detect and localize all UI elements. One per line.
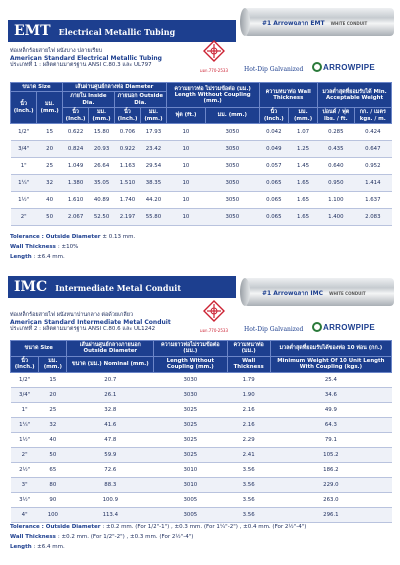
emt-th-in-mm: มม. (mm.)	[89, 108, 115, 124]
imc-table-cell: 40	[39, 432, 67, 447]
imc-table-row	[11, 417, 392, 432]
imc-brand: ARROWPIPE	[323, 322, 376, 332]
arrow-logo-icon	[312, 62, 322, 72]
emt-table-cell: 0.065	[259, 209, 289, 226]
arrow-logo-icon	[312, 322, 322, 332]
emt-table-cell: 1.400	[318, 209, 355, 226]
imc-galvanized: Hot-Dip Galvanized	[244, 326, 304, 333]
emt-table-cell: 29.54	[141, 158, 167, 175]
emt-table-row	[11, 209, 392, 226]
imc-pipe-print: #1 Arrowฉลาก IMC	[262, 290, 323, 297]
imc-table-cell: 34.6	[270, 387, 391, 402]
emt-table-cell: 20.93	[89, 141, 115, 158]
emt-th-out-mm: มม. (mm.)	[141, 108, 167, 124]
imc-table-cell: 3025	[154, 447, 227, 462]
imc-table-cell: 25	[39, 402, 67, 417]
emt-header-bar	[8, 20, 236, 42]
emt-table-cell: 15.80	[89, 124, 115, 141]
imc-table-cell: 1¼"	[11, 417, 39, 432]
emt-table-cell: 10	[166, 124, 205, 141]
emt-tol-value: ± 0.13 mm.	[102, 234, 136, 240]
emt-wall-value: : ±10%	[57, 244, 79, 250]
emt-table-cell: 10	[166, 141, 205, 158]
emt-th-ft: ฟุต (ft.)	[166, 108, 205, 124]
emt-th-in-inch: นิ้ว (Inch.)	[62, 108, 88, 124]
imc-table-row	[11, 402, 392, 417]
emt-table-cell: 2"	[11, 209, 37, 226]
emt-table-cell: 0.285	[318, 124, 355, 141]
imc-th-weight: มวลต่ำสุดที่ยอมรับได้ของท่อ 10 ท่อน (กก.)	[270, 341, 391, 357]
emt-table-cell: 32	[37, 175, 63, 192]
emt-th-lbft: ปอนด์ / ฟุต lbs. / ft.	[318, 108, 355, 124]
emt-th-wall-inch: นิ้ว (Inch.)	[259, 108, 289, 124]
emt-table-cell: 1.25	[289, 141, 318, 158]
imc-tis-text: มอก.770-2533	[200, 328, 228, 333]
imc-table-cell: 3.56	[227, 492, 270, 507]
imc-th-wall: ความหนาท่อ (มม.)	[227, 341, 270, 357]
imc-table-body	[11, 372, 392, 522]
emt-pipe-print-sub: WHITE CONDUIT	[330, 21, 368, 26]
imc-pipe-image	[244, 278, 394, 306]
emt-table-cell: 1.610	[62, 192, 88, 209]
emt-table-cell: 3050	[206, 209, 259, 226]
imc-spec-table	[10, 340, 392, 523]
imc-table-cell: 1/2"	[11, 372, 39, 387]
imc-table-cell: 3005	[154, 507, 227, 522]
emt-notes	[10, 232, 135, 262]
imc-th-wall-sub: Wall Thickness	[227, 356, 270, 372]
imc-table-cell: 88.3	[67, 477, 154, 492]
emt-th-inside: ภายใน Inside Dia.	[62, 92, 114, 108]
imc-desc-thai: ท่อเหล็กร้อยสายไฟ ผนังหนาปานกลาง ต่อด้วยเกลียว	[10, 312, 134, 318]
emt-table-cell: 1.049	[62, 158, 88, 175]
imc-th-inch: นิ้ว (Inch.)	[11, 356, 39, 372]
emt-table-cell: 1.740	[114, 192, 140, 209]
imc-notes	[10, 522, 306, 552]
imc-table-cell: 15	[39, 372, 67, 387]
imc-table-cell: 186.2	[270, 462, 391, 477]
imc-wall-value: : ±0.2 mm. (For 1/2"-2") , ±0.3 mm. (For 2½"-4")	[57, 534, 194, 540]
emt-table-cell: 1.45	[289, 158, 318, 175]
emt-table-cell: 1¼"	[11, 175, 37, 192]
emt-th-diameter: เส้นผ่านศูนย์กลางท่อ Diameter	[62, 83, 166, 92]
imc-table-cell: 3010	[154, 462, 227, 477]
emt-code: EMT	[14, 23, 51, 39]
imc-table-cell: 4"	[11, 507, 39, 522]
imc-table-row	[11, 372, 392, 387]
emt-table-cell: 0.065	[259, 175, 289, 192]
imc-table-cell: 3010	[154, 477, 227, 492]
emt-th-weight: มวลต่ำสุดที่ยอมรับได้ Min. Acceptable Weight	[318, 83, 392, 108]
imc-table-cell: 3.56	[227, 507, 270, 522]
emt-table-cell: 3050	[206, 175, 259, 192]
imc-table-row	[11, 507, 392, 522]
emt-table-cell: 3050	[206, 192, 259, 209]
imc-table-cell: 72.6	[67, 462, 154, 477]
emt-table-cell: 55.80	[141, 209, 167, 226]
emt-table-body	[11, 124, 392, 226]
emt-table-row	[11, 158, 392, 175]
imc-table-cell: 3.56	[227, 477, 270, 492]
emt-th-out-inch: นิ้ว (Inch.)	[114, 108, 140, 124]
emt-table-cell: 2.067	[62, 209, 88, 226]
imc-desc-standard: American Standard Intermediate Metal Conduit	[10, 319, 171, 326]
emt-table-row	[11, 175, 392, 192]
emt-table-cell: 0.706	[114, 124, 140, 141]
imc-table-cell: 3030	[154, 372, 227, 387]
emt-table-cell: 2.083	[354, 209, 391, 226]
imc-arrow-logo	[312, 322, 375, 332]
imc-name: Intermediate Metal Conduit	[55, 283, 182, 293]
emt-pipe-image	[244, 8, 394, 36]
imc-header-bar	[8, 276, 236, 298]
emt-table-cell: 3050	[206, 124, 259, 141]
emt-table-cell: 40	[37, 192, 63, 209]
emt-th-length: ความยาวท่อ ไม่รวมข้อต่อ (มม.) Length Without Coupling (mm.)	[166, 83, 259, 108]
imc-tis-mark	[195, 300, 233, 334]
imc-table-cell: 1½"	[11, 432, 39, 447]
emt-th-mm: มม. (mm.)	[37, 92, 63, 124]
imc-table-cell: 100.9	[67, 492, 154, 507]
emt-arrow-logo	[312, 62, 375, 72]
emt-table-cell: 10	[166, 192, 205, 209]
emt-table-cell: 1½"	[11, 192, 37, 209]
imc-table-cell: 79.1	[270, 432, 391, 447]
imc-table-cell: 47.8	[67, 432, 154, 447]
emt-desc-standard: American Standard Electrical Metallic Tubing	[10, 55, 162, 62]
imc-table-cell: 20	[39, 387, 67, 402]
emt-table-row	[11, 192, 392, 209]
emt-table-cell: 35.05	[89, 175, 115, 192]
emt-table-cell: 17.93	[141, 124, 167, 141]
imc-th-weight-sub: Minimum Weight Of 10 Unit Length With Coupling (kgs.)	[270, 356, 391, 372]
emt-table-cell: 1.65	[289, 209, 318, 226]
imc-table-cell: 113.4	[67, 507, 154, 522]
emt-description	[10, 48, 162, 69]
imc-table-cell: 2"	[11, 447, 39, 462]
imc-th-outside: เส้นผ่านศูนย์กลางภายนอก Outside Diameter	[67, 341, 154, 357]
imc-table-cell: 59.9	[67, 447, 154, 462]
emt-table-cell: 1.163	[114, 158, 140, 175]
imc-table-cell: 3025	[154, 417, 227, 432]
imc-table-cell: 41.6	[67, 417, 154, 432]
imc-table-row	[11, 447, 392, 462]
imc-table-cell: 50	[39, 447, 67, 462]
emt-table-cell: 1.510	[114, 175, 140, 192]
imc-th-length-sub: Length Without Coupling (mm.)	[154, 356, 227, 372]
imc-table-cell: 90	[39, 492, 67, 507]
emt-table-cell: 0.640	[318, 158, 355, 175]
imc-tol-value: : ±0.2 mm. (For 1/2"-1") , ±0.3 mm. (For 1¼"-2") , ±0.4 mm. (For 2½"-4")	[102, 524, 307, 530]
imc-table-cell: 3½"	[11, 492, 39, 507]
emt-th-len-mm: มม. (mm.)	[206, 108, 259, 124]
emt-table-cell: 1.65	[289, 192, 318, 209]
emt-table-cell: 0.950	[318, 175, 355, 192]
imc-table-cell: 20.7	[67, 372, 154, 387]
imc-table-cell: 2.16	[227, 402, 270, 417]
emt-th-inch: นิ้ว (Inch.)	[11, 92, 37, 124]
emt-len-value: : ±6.4 mm.	[33, 254, 65, 260]
imc-table-cell: 3025	[154, 402, 227, 417]
emt-table-cell: 1/2"	[11, 124, 37, 141]
emt-table-cell: 1"	[11, 158, 37, 175]
imc-table-cell: 263.0	[270, 492, 391, 507]
imc-table-cell: 100	[39, 507, 67, 522]
emt-th-size: ขนาด Size	[11, 83, 63, 92]
tis-logo-icon	[203, 40, 225, 62]
emt-th-wall-mm: มม. (mm.)	[289, 108, 318, 124]
imc-table-row	[11, 492, 392, 507]
emt-tis-mark	[195, 40, 233, 74]
imc-table-cell: 229.0	[270, 477, 391, 492]
imc-table-row	[11, 432, 392, 447]
emt-table-cell: 2.197	[114, 209, 140, 226]
emt-table-cell: 0.622	[62, 124, 88, 141]
emt-table-cell: 52.50	[89, 209, 115, 226]
imc-description	[10, 312, 171, 333]
emt-table-cell: 3/4"	[11, 141, 37, 158]
emt-table-cell: 0.922	[114, 141, 140, 158]
emt-table-cell: 0.049	[259, 141, 289, 158]
emt-th-wall: ความหนาท่อ Wall Thickness	[259, 83, 318, 108]
emt-table-cell: 10	[166, 158, 205, 175]
emt-table-cell: 0.057	[259, 158, 289, 175]
emt-table-cell: 10	[166, 209, 205, 226]
emt-spec-table	[10, 82, 392, 226]
emt-brand: ARROWPIPE	[323, 62, 376, 72]
emt-pipe-print: #1 Arrowฉลาก EMT	[262, 20, 325, 27]
emt-name: Electrical Metallic Tubing	[58, 27, 176, 37]
emt-table-cell: 0.065	[259, 192, 289, 209]
emt-table-cell: 3050	[206, 158, 259, 175]
imc-code: IMC	[14, 279, 48, 295]
emt-table-cell: 1.100	[318, 192, 355, 209]
emt-table-cell: 0.952	[354, 158, 391, 175]
imc-table-cell: 2.29	[227, 432, 270, 447]
imc-table-cell: 25.4	[270, 372, 391, 387]
imc-table-cell: 65	[39, 462, 67, 477]
imc-th-size: ขนาด Size	[11, 341, 67, 357]
emt-desc-cert: ประเภทที่ 1 : ผลิตตามมาตรฐาน ANSI C.80.3 และ UL797	[10, 62, 152, 68]
imc-desc-cert: ประเภทที่ 2 : ผลิตตามมาตรฐาน ANSI C.80.6 และ UL1242	[10, 326, 156, 332]
emt-table-cell: 1.07	[289, 124, 318, 141]
emt-table-cell: 38.35	[141, 175, 167, 192]
imc-section	[0, 279, 400, 565]
emt-table-cell: 50	[37, 209, 63, 226]
imc-table-cell: 2.16	[227, 417, 270, 432]
imc-table-cell: 3"	[11, 477, 39, 492]
emt-table-cell: 15	[37, 124, 63, 141]
emt-tol-label: Tolerance : Outside Diameter	[10, 234, 101, 240]
imc-table-cell: 3/4"	[11, 387, 39, 402]
imc-th-nominal: ขนาด (มม.) Nominal (mm.)	[67, 356, 154, 372]
imc-table-row	[11, 462, 392, 477]
imc-table-cell: 1.90	[227, 387, 270, 402]
emt-table-cell: 0.424	[354, 124, 391, 141]
emt-table-cell: 26.64	[89, 158, 115, 175]
emt-table-row	[11, 141, 392, 158]
imc-th-mm: มม. (mm.)	[39, 356, 67, 372]
emt-th-kgm: กก. / เมตร kgs. / m.	[354, 108, 391, 124]
emt-table-cell: 44.20	[141, 192, 167, 209]
imc-table-cell: 80	[39, 477, 67, 492]
emt-table-cell: 1.414	[354, 175, 391, 192]
emt-tis-text: มอก.770-2533	[200, 68, 228, 73]
imc-table-cell: 105.2	[270, 447, 391, 462]
imc-table-cell: 1"	[11, 402, 39, 417]
imc-table-row	[11, 387, 392, 402]
emt-table-cell: 0.647	[354, 141, 391, 158]
imc-table-cell: 3030	[154, 387, 227, 402]
emt-table-cell: 0.435	[318, 141, 355, 158]
emt-table-cell: 0.824	[62, 141, 88, 158]
emt-table-cell: 1.380	[62, 175, 88, 192]
imc-table-cell: 2.41	[227, 447, 270, 462]
emt-th-outside: ภายนอก Outside Dia.	[114, 92, 166, 108]
emt-table-row	[11, 124, 392, 141]
imc-pipe-print-sub: WHITE CONDUIT	[329, 291, 366, 296]
imc-table-cell: 64.3	[270, 417, 391, 432]
tis-logo-icon	[203, 300, 225, 322]
emt-section	[0, 0, 400, 282]
emt-table-cell: 1.65	[289, 175, 318, 192]
emt-table-cell: 40.89	[89, 192, 115, 209]
emt-table-cell: 3050	[206, 141, 259, 158]
emt-table-cell: 23.42	[141, 141, 167, 158]
imc-table-cell: 296.1	[270, 507, 391, 522]
imc-table-cell: 32.8	[67, 402, 154, 417]
imc-table-cell: 2½"	[11, 462, 39, 477]
imc-table-cell: 3025	[154, 432, 227, 447]
emt-table-cell: 0.042	[259, 124, 289, 141]
imc-len-value: : ±6.4 mm.	[33, 544, 65, 550]
imc-len-label: Length	[10, 544, 32, 550]
emt-table-cell: 1.637	[354, 192, 391, 209]
emt-wall-label: Wall Thickness	[10, 244, 56, 250]
imc-table-row	[11, 477, 392, 492]
emt-desc-thai: ท่อเหล็กร้อยสายไฟ ผนังบาง ปลายเรียบ	[10, 48, 103, 54]
imc-tol-label: Tolerance : Outside Diameter	[10, 524, 101, 530]
emt-len-label: Length	[10, 254, 32, 260]
emt-table-cell: 10	[166, 175, 205, 192]
imc-table-cell: 32	[39, 417, 67, 432]
imc-wall-label: Wall Thickness	[10, 534, 56, 540]
emt-table-cell: 25	[37, 158, 63, 175]
imc-th-length: ความยาวท่อไม่รวมข้อต่อ (มม.)	[154, 341, 227, 357]
imc-table-cell: 3.56	[227, 462, 270, 477]
emt-table-cell: 20	[37, 141, 63, 158]
emt-galvanized: Hot-Dip Galvanized	[244, 66, 304, 73]
imc-table-cell: 1.79	[227, 372, 270, 387]
imc-table-cell: 26.1	[67, 387, 154, 402]
imc-table-cell: 49.9	[270, 402, 391, 417]
imc-table-cell: 3005	[154, 492, 227, 507]
